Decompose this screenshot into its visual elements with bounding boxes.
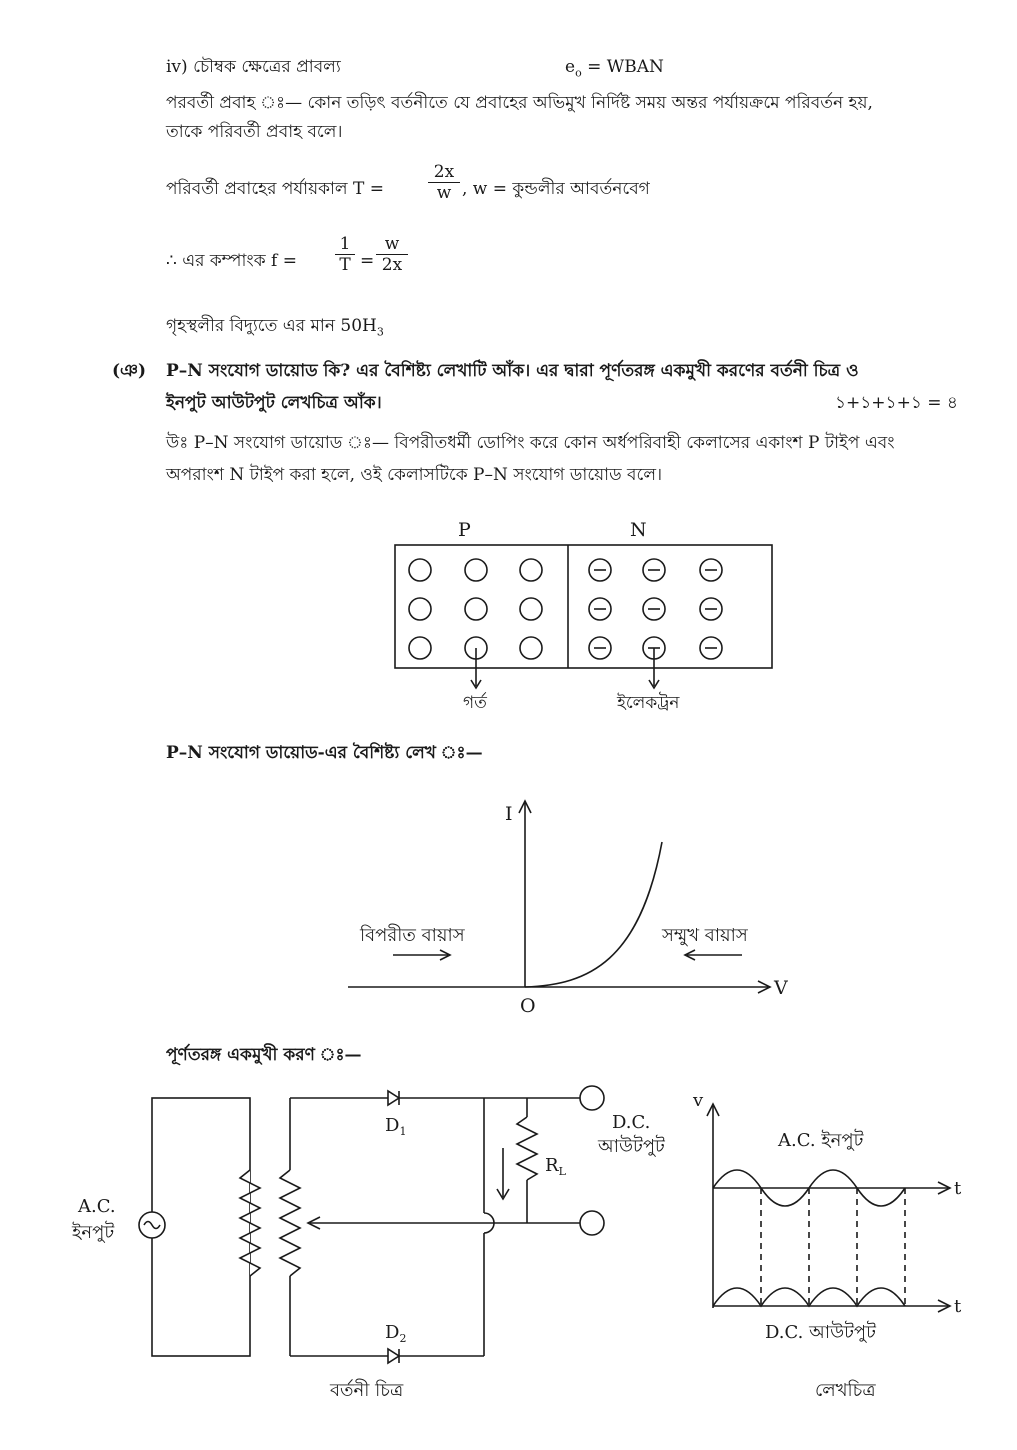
electron-label: ইলেকট্রন xyxy=(617,693,680,713)
pn-junction-diagram xyxy=(395,545,772,688)
primary-coil xyxy=(240,1170,260,1276)
n-label: N xyxy=(630,519,647,541)
hole-circle xyxy=(409,598,431,620)
waveform-caption: লেখচিত্র xyxy=(815,1380,876,1401)
i-axis-label: I xyxy=(505,803,513,825)
hole-circle xyxy=(520,598,542,620)
diode-d1-triangle xyxy=(388,1091,399,1105)
emf-equation: $e_o$ = WBAN xyxy=(565,57,664,80)
primary-loop xyxy=(152,1098,250,1356)
freq-equals: = xyxy=(360,251,375,271)
secondary-coil xyxy=(280,1170,300,1276)
dc-output-terminal-bottom xyxy=(580,1211,604,1235)
household-value: গৃহস্থলীর বিদ্যুতে এর মান $50H_3$ xyxy=(166,316,384,339)
freq-numerator-1: 1 xyxy=(335,234,355,255)
origin-label: O xyxy=(520,995,536,1017)
iv-characteristic xyxy=(348,801,770,993)
diode-curve xyxy=(525,842,662,987)
ac-definition-line2: তাকে পরিবর্তী প্রবাহ বলে। xyxy=(166,122,343,142)
answer-line2: অপরাংশ N টাইপ করা হলে, ওই কেলাসটিকে P–N সংযোগ ডায়োড বলে। xyxy=(166,465,663,485)
question-marks: ১+১+১+১ = ৪ xyxy=(835,393,958,413)
reverse-bias-label: বিপরীত বায়াস xyxy=(360,925,465,946)
answer-line1: উঃ P–N সংযোগ ডায়োড ঃ— বিপরীতধর্মী ডোপিং করে কোন অর্ধপরিবাহী কেলাসের একাংশ P টাইপ এবং xyxy=(166,433,895,453)
question-line2: ইনপুট আউটপুট লেখচিত্র আঁক। xyxy=(166,393,382,413)
period-label: পরিবর্তী প্রবাহের পর্যায়কাল T = xyxy=(166,179,384,199)
period-numerator: 2x xyxy=(428,162,460,183)
p-region-holes xyxy=(409,559,542,659)
ac-input-wave-label: A.C. ইনপুট xyxy=(778,1130,864,1151)
ac-t-label: t xyxy=(954,1178,962,1199)
diode-d2-triangle xyxy=(388,1349,399,1363)
question-marker: (ঞ) xyxy=(112,361,147,381)
rectifier-heading: পূর্ণতরঙ্গ একমুখী করণ ঃ— xyxy=(166,1045,362,1065)
freq-numerator-2: w xyxy=(376,234,408,255)
question-line1: P–N সংযোগ ডায়োড কি? এর বৈশিষ্ট্য লেখাটি আঁক। এর দ্বারা পূর্ণতরঙ্গ একমুখী করণের বর্তনী চিত্র ও xyxy=(166,361,859,381)
pn-crystal-box xyxy=(395,545,772,668)
rl-label: $R_L$ xyxy=(545,1155,566,1178)
ac-input-label-2: ইনপুট xyxy=(72,1222,115,1243)
characteristic-heading: P–N সংযোগ ডায়োড-এর বৈশিষ্ট্য লেখ ঃ— xyxy=(166,743,483,763)
dc-output-label-2: আউটপুট xyxy=(598,1136,665,1157)
frequency-label: ∴ এর কম্পাংক f = xyxy=(166,251,297,271)
hole-label: গর্ত xyxy=(463,693,487,713)
hole-circle xyxy=(409,559,431,581)
waveform-v-label: v xyxy=(693,1090,704,1111)
v-axis-label: V xyxy=(774,977,788,999)
n-region-electrons xyxy=(589,559,722,659)
load-resistor-rl xyxy=(517,1117,537,1180)
dc-output-terminal-top xyxy=(580,1086,604,1110)
hole-circle xyxy=(520,637,542,659)
p-label: P xyxy=(458,519,471,541)
hole-circle xyxy=(409,637,431,659)
hole-circle xyxy=(465,598,487,620)
hole-circle xyxy=(465,559,487,581)
forward-bias-label: সম্মুখ বায়াস xyxy=(662,925,748,946)
d2-label: $D_2$ xyxy=(385,1322,407,1345)
circuit-caption: বর্তনী চিত্র xyxy=(330,1380,404,1401)
item-iv-label: iv) চৌম্বক ক্ষেত্রের প্রাবল্য xyxy=(166,57,341,77)
ac-input-label-1: A.C. xyxy=(78,1196,116,1217)
d1-label: $D_1$ xyxy=(385,1115,407,1138)
dc-output-label-1: D.C. xyxy=(612,1112,651,1133)
freq-denominator-1: T xyxy=(339,255,351,275)
period-tail: , w = কুন্ডলীর আবর্তনবেগ xyxy=(462,179,650,199)
rectifier-circuit xyxy=(139,1086,604,1363)
period-denominator: w xyxy=(436,183,452,203)
freq-denominator-2: 2x xyxy=(381,255,403,275)
ac-definition-line1: পরবর্তী প্রবাহ ঃ— কোন তড়িৎ বর্তনীতে যে প্রবাহের অভিমুখ নির্দিষ্ট সময় অন্তর পর্যায়ক্রমে পরিবর্তন হয়, xyxy=(166,93,873,113)
dc-output-wave-label: D.C. আউটপুট xyxy=(765,1322,876,1343)
dc-t-label: t xyxy=(954,1296,962,1317)
hole-circle xyxy=(520,559,542,581)
